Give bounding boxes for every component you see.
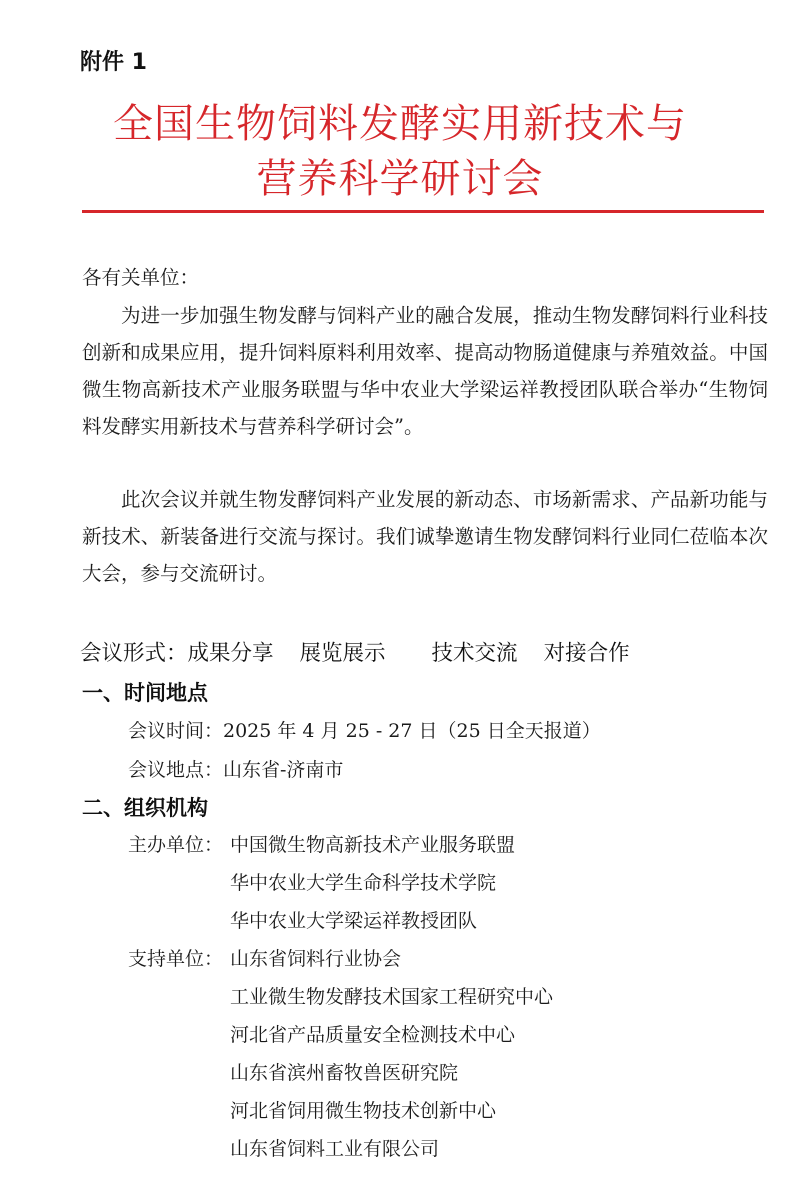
meeting-place: 会议地点：山东省-济南市 <box>128 759 344 781</box>
attachment-label: 附件 1 <box>80 50 147 75</box>
document-title-line-1: 全国生物饲料发酵实用新技术与 <box>113 101 687 147</box>
format-item: 成果分享 <box>187 641 274 666</box>
host-organization: 华中农业大学生命科学技术学院 <box>230 872 497 894</box>
host-organization: 中国微生物高新技术产业服务联盟 <box>230 834 516 856</box>
support-organization: 山东省滨州畜牧兽医研究院 <box>230 1062 459 1084</box>
document-title-line-2: 营养科学研讨会 <box>256 156 544 202</box>
meeting-format-label: 会议形式： <box>80 641 188 666</box>
support-organization: 河北省饲用微生物技术创新中心 <box>230 1100 497 1122</box>
title-divider <box>82 210 764 213</box>
intro-paragraph: 为进一步加强生物发酵与饲料产业的融合发展，推动生物发酵饲料行业科技创新和成果应用，提升饲料原料利用效率、提高动物肠道健康与养殖效益。中国微生物高新技术产业服务联盟与华中农业大学梁运祥教授团队联合举办“生物饲料发酵实用新技术与营养科学研讨会”。 <box>82 304 768 438</box>
invitation-paragraph: 此次会议并就生物发酵饲料产业发展的新动态、市场新需求、产品新功能与新技术、新装备进行交流与探讨。我们诚挚邀请生物发酵饲料行业同仁莅临本次大会，参与交流研讨。 <box>82 488 768 585</box>
host-organization: 华中农业大学梁运祥教授团队 <box>230 910 478 932</box>
section-heading-organization: 二、组织机构 <box>82 796 208 820</box>
section-heading-time-place: 一、时间地点 <box>82 681 208 705</box>
salutation: 各有关单位： <box>82 266 200 289</box>
meeting-format <box>80 636 630 667</box>
meeting-time: 会议时间：2025 年 4 月 25 - 27 日（25 日全天报道） <box>128 720 601 742</box>
host-label: 主办单位： <box>128 834 224 856</box>
support-organization: 山东省饲料工业有限公司 <box>230 1138 440 1160</box>
format-item: 技术交流 <box>431 641 518 666</box>
support-organization: 山东省饲料行业协会 <box>230 948 402 970</box>
support-label: 支持单位： <box>128 948 224 970</box>
format-item: 展览展示 <box>299 641 386 666</box>
format-item: 对接合作 <box>543 641 630 666</box>
support-organization: 河北省产品质量安全检测技术中心 <box>230 1024 516 1046</box>
support-organization: 工业微生物发酵技术国家工程研究中心 <box>230 986 554 1008</box>
